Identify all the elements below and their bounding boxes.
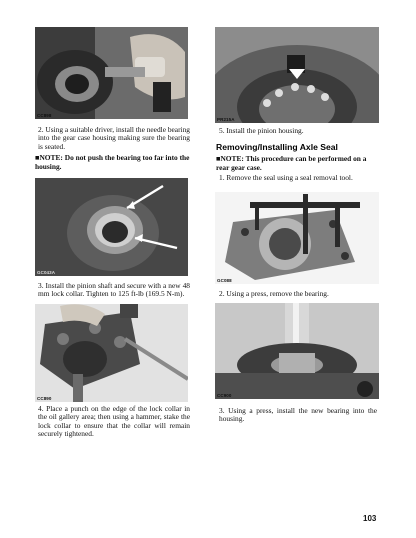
step-1-text: 1. Remove the seal using a seal removal tool. [219,173,353,182]
photo-needle-bearing-driver [35,27,188,119]
photo-caption: CC890 [37,396,52,401]
photo-pinion-lock-collar [35,304,188,402]
note-square-icon: ■ [35,153,40,162]
photo-caption: CC898 [37,113,52,118]
section-heading: Removing/Installing Axle Seal [216,142,338,152]
photo-seal-removal-tool [215,192,379,284]
photo-caption: CC900 [217,393,232,398]
step-4-text: 4. Place a punch on the edge of the lock collar in the oil gallery area; then using a hammer, stake the lock collar to ensure that the collar will remain securely tightened. [38,404,190,439]
page-number: 103 [363,514,377,523]
note-rear-gear-case [216,155,380,172]
step-5-text: 5. Install the pinion housing. [219,126,304,135]
step-2-right-text: 2. Using a press, remove the bearing. [219,289,329,298]
step-2-text: 2. Using a suitable driver, install the needle bearing into the gear case housing making sure the bearing is seated. [38,125,190,151]
photo-press-bearing [215,303,379,399]
photo-bearing-housing-arrows [35,178,188,276]
photo-pinion-housing [215,27,379,123]
step-3-right-text: 3. Using a press, install the new bearing into the housing. [219,406,377,424]
photo-caption: PR215A [217,117,235,122]
note-label: NOTE: [39,153,63,162]
photo-caption: GC043A [37,270,56,275]
step-3-text: 3. Install the pinion shaft and secure with a new 48 mm lock collar. Tighten to 125 ft-lb (169.5 N-m). [38,281,190,299]
note-no-push [35,154,191,171]
note-square-icon: ■ [216,154,221,163]
note-label: NOTE: [220,154,244,163]
note-text: This procedure can be performed on a rear gear case. [216,154,367,172]
photo-caption: GC088 [217,278,232,283]
note-text: Do not push the bearing too far into the housing. [35,153,190,171]
